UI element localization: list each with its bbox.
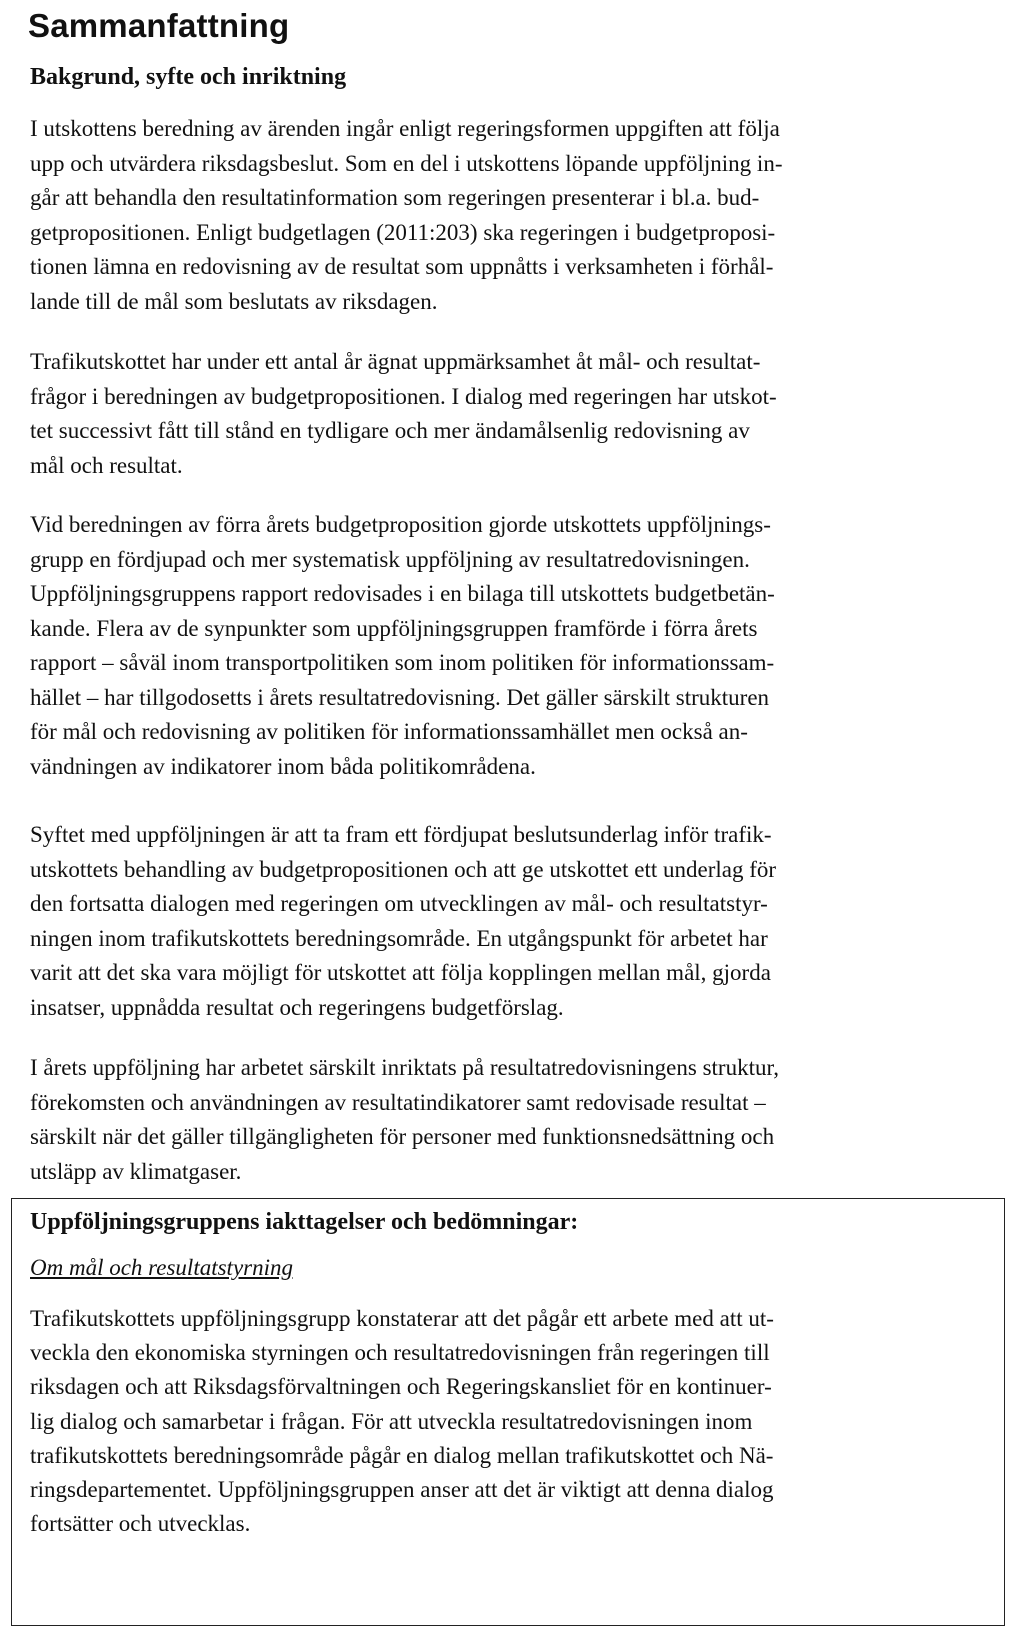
text-line: I utskottens beredning av ärenden ingår enligt regeringsformen uppgiften att följa [30,116,780,141]
text-line: hället – har tillgodosetts i årets resultatredovisning. Det gäller särskilt strukturen [30,684,770,710]
text-line: den fortsatta dialogen med regeringen om utvecklingen av mål- och resultatstyr- [30,891,768,916]
text-line: rapport – såväl inom transportpolitiken som inom politiken för informationssam- [30,650,775,675]
text-line: lig dialog och samarbetar i frågan. För att utveckla resultatredovisningen inom [30,1408,753,1434]
findings-paragraph [30,1302,990,1541]
findings-box [11,1198,1005,1626]
text-line: riksdagen och att Riksdagsförvaltningen och Regeringskansliet för en kontinuer- [30,1374,772,1400]
text-line: ningen inom trafikutskottets beredningsområde. En utgångspunkt för arbetet har [30,925,768,951]
paragraph-1 [30,112,988,319]
section-heading: Bakgrund, syfte och inriktning [30,64,347,90]
text-line: tionen lämna en redovisning av de resultat som uppnåtts i verksamheten i förhål- [30,254,774,279]
text-line: vändningen av indikatorer inom båda politikområdena. [30,753,536,779]
text-line: utskottets behandling av budgetpropositionen och att ge utskottet ett underlag för [30,856,777,882]
text-line: Syftet med uppföljningen är att ta fram ett fördjupat beslutsunderlag inför trafik- [30,822,772,847]
text-line: förekomsten och användningen av resultatindikatorer samt redovisade resultat – [30,1089,766,1115]
text-line: går att behandla den resultatinformation som regeringen presenterar i bl.a. bud- [30,185,760,210]
text-line: upp och utvärdera riksdagsbeslut. Som en del i utskottens löpande uppföljning in- [30,150,783,176]
text-line: lande till de mål som beslutats av riksdagen. [30,288,438,314]
text-line: för mål och redovisning av politiken för informationssamhället men också an- [30,719,748,744]
paragraph-5 [30,1051,988,1189]
text-line: utsläpp av klimatgaser. [30,1158,242,1184]
text-line: fortsätter och utvecklas. [30,1511,251,1537]
text-line: varit att det ska vara möjligt för utskottet att följa kopplingen mellan mål, gjorda [30,960,771,985]
text-line: frågor i beredningen av budgetpropositionen. I dialog med regeringen har utskot- [30,383,777,409]
text-line: trafikutskottets beredningsområde pågår en dialog mellan trafikutskottet och Nä- [30,1442,774,1468]
text-line: Trafikutskottets uppföljningsgrupp konstaterar att det pågår ett arbete med att ut- [30,1306,774,1331]
paragraph-3 [30,508,988,784]
text-line: veckla den ekonomiska styrningen och resultatredovisningen från regeringen till [30,1340,770,1366]
findings-subheading: Om mål och resultatstyrning [30,1255,293,1280]
text-line: särskilt när det gäller tillgängligheten för personer med funktionsnedsättning och [30,1124,775,1149]
text-line: mål och resultat. [30,452,183,478]
findings-heading: Uppföljningsgruppens iakttagelser och bedömningar: [30,1209,579,1235]
text-line: grupp en fördjupad och mer systematisk uppföljning av resultatredovisningen. [30,546,750,572]
text-line: ringsdepartementet. Uppföljningsgruppen anser att det är viktigt att denna dialog [30,1477,774,1503]
text-line: I årets uppföljning har arbetet särskilt inriktats på resultatredovisningens struktur, [30,1055,779,1080]
text-line: kande. Flera av de synpunkter som uppföljningsgruppen framförde i förra årets [30,615,758,641]
text-line: insatser, uppnådda resultat och regeringens budgetförslag. [30,994,564,1020]
text-line: Vid beredningen av förra årets budgetproposition gjorde utskottets uppföljnings- [30,512,771,537]
text-line: Trafikutskottet har under ett antal år ägnat uppmärksamhet åt mål- och resultat- [30,349,761,374]
text-line: tet successivt fått till stånd en tydligare och mer ändamålsenlig redovisning av [30,418,750,443]
text-line: Uppföljningsgruppens rapport redovisades i en bilaga till utskottets budgetbetän- [30,581,775,606]
text-line: getpropositionen. Enligt budgetlagen (2011:203) ska regeringen i budgetproposi- [30,219,776,245]
paragraph-2 [30,345,988,483]
page-title: Sammanfattning [28,7,290,44]
paragraph-4 [30,818,988,1025]
